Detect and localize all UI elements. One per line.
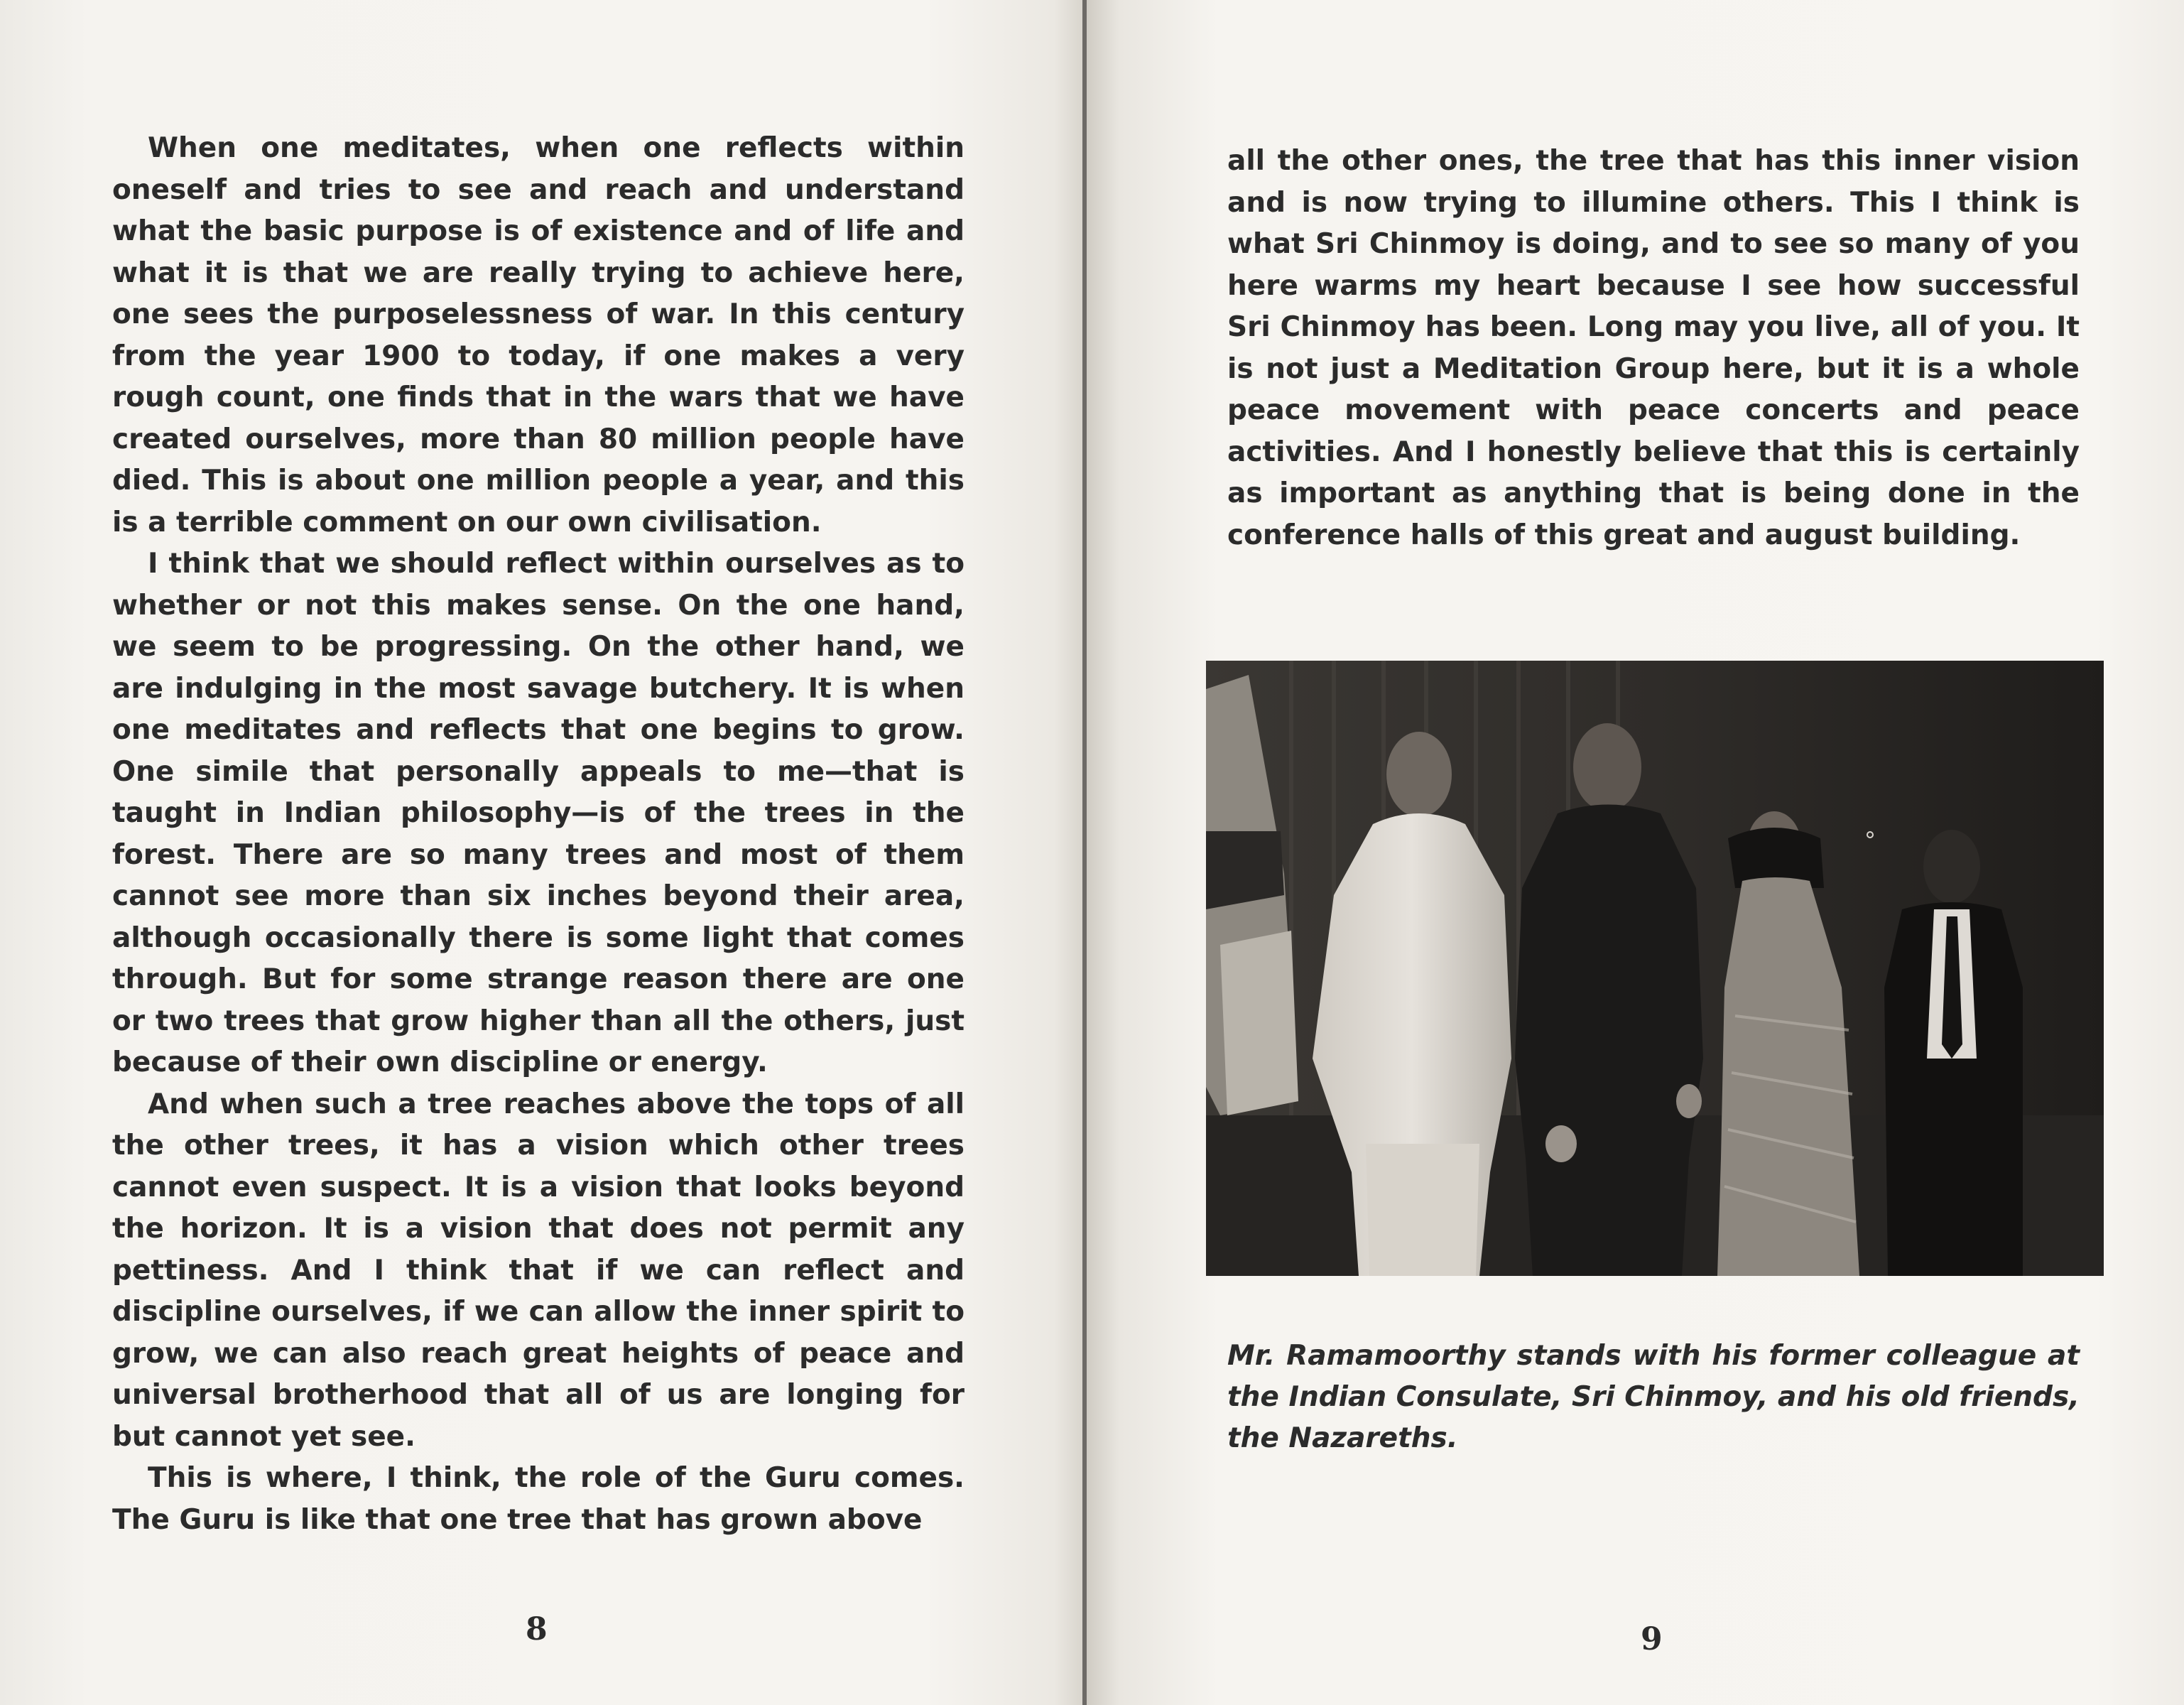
photo-caption: Mr. Ramamoorthy stands with his former colleague at the Indian Consulate, Sri Chinmoy, and his old friends, the Nazareths. — [1227, 1340, 2080, 1454]
right-paragraph-1: all the other ones, the tree that has this inner vision and is now trying to illumine others. This I think is what Sri Chinmoy is doing, and to see so many of you here warms my heart because I see how successful Sri Chinmoy has been. Long may you live, all of you. It is not just a Meditation Group here, but it is a whole peace movement with peace concerts and peace activities. And I honestly believe that this is certainly as important as anything that is being done in the conference halls of this great and august building. — [1227, 145, 2080, 551]
left-page-body — [112, 128, 965, 1541]
right-page — [1087, 0, 2184, 1705]
right-page-body — [1227, 141, 2080, 556]
right-page-number: 9 — [1641, 1621, 1663, 1657]
left-page-number: 8 — [526, 1611, 548, 1647]
left-paragraph-4: This is where, I think, the role of the Guru comes. The Guru is like that one tree that has grown above — [112, 1462, 965, 1536]
left-paragraph-3: And when such a tree reaches above the tops of all the other trees, it has a vision which other trees cannot even suspect. It is a vision that looks beyond the horizon. It is a vision that does not permit any pettiness. And I think that if we can reflect and discipline ourselves, if we can allow the inner spirit to grow, we can also reach great heights of peace and universal brotherhood that all of us are longing for but cannot yet see. — [112, 1088, 965, 1453]
left-paragraph-1: When one meditates, when one reflects within oneself and tries to see and reach and understand what the basic purpose is of existence and of life and what it is that we are really trying to achieve here, one sees the purposelessness of war. In this century from the year 1900 to today, if one makes a very rough count, one finds that in the wars that we have created ourselves, more than 80 million people have died. This is about one million people a year, and this is a terrible comment on our own civilisation. — [112, 132, 965, 538]
left-page — [0, 0, 1087, 1705]
group-photograph — [1206, 661, 2104, 1276]
left-paragraph-2: I think that we should reflect within ourselves as to whether or not this makes sense. On the one hand, we seem to be progressing. On the other hand, we are indulging in the most savage butchery. It is when one meditates and reflects that one begins to grow. One simile that personally appeals to me—that is taught in Indian philosophy—is of the trees in the forest. There are so many trees and most of them cannot see more than six inches beyond their area, although occasionally there is some light that comes through. But for some strange reason there are one or two trees that grow higher than all the others, just because of their own discipline or energy. — [112, 548, 965, 1078]
